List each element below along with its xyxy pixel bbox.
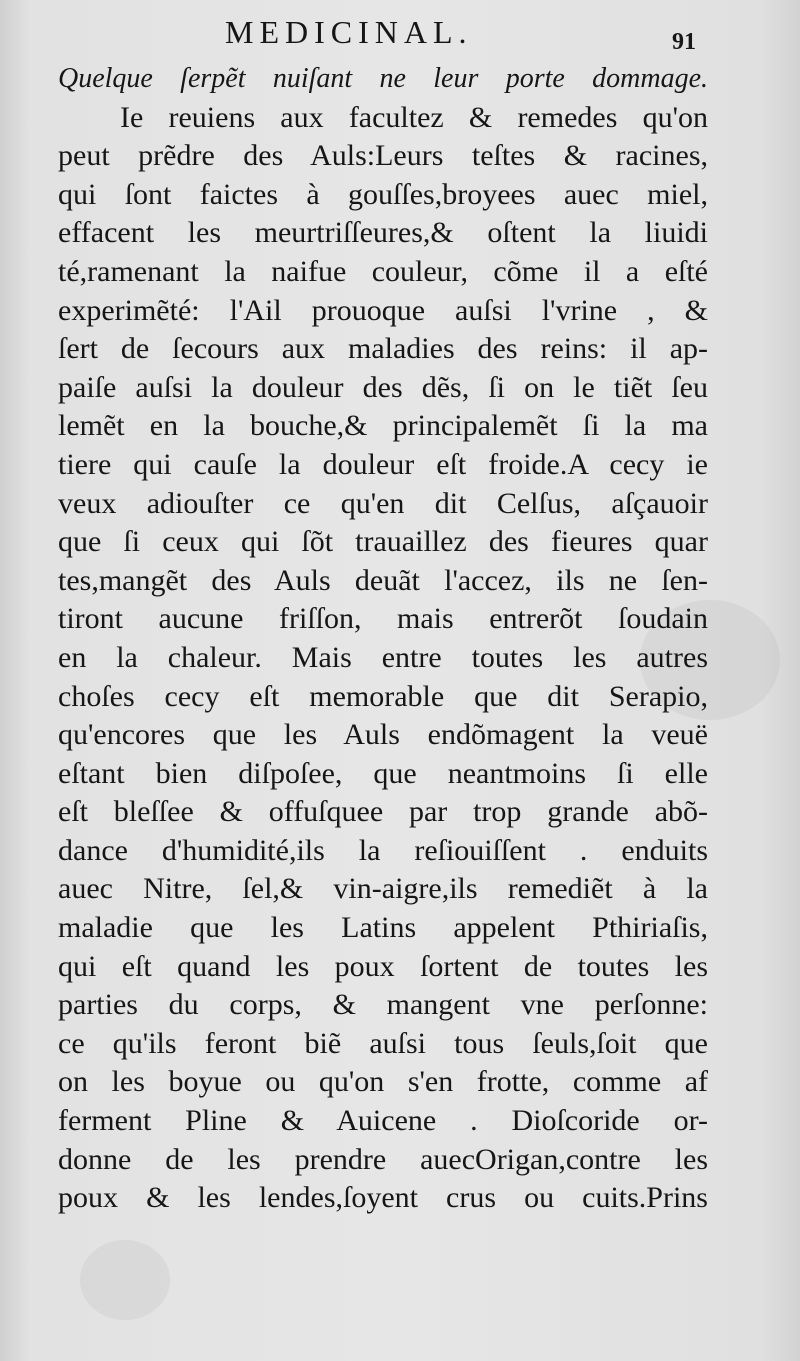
text-line: donne de les prendre auecOrigan,contre les <box>58 1142 708 1176</box>
text-line: parties du corps, & mangent vne perſonne: <box>58 988 708 1022</box>
text-line: eſt bleſſee & offuſquee par trop grande abõ- <box>58 795 708 829</box>
text-line: effacent les meurtriſſeures,& oſtent la liuidi <box>58 216 708 250</box>
text-line: tiront aucune friſſon, mais entrerõt ſoudain <box>58 602 708 636</box>
text-line: ferment Pline & Auicene . Dioſcoride or- <box>58 1104 708 1138</box>
text-line: auec Nitre, ſel,& vin-aigre,ils remediẽt à la <box>58 872 708 906</box>
text-line: peut prẽdre des Auls:Leurs teſtes & racines, <box>58 139 708 173</box>
running-head <box>0 14 800 54</box>
text-line: ce qu'ils feront biẽ auſsi tous ſeuls,ſoit que <box>58 1026 708 1060</box>
text-line: té,ramenant la naifue couleur, cõme il a eſté <box>58 254 708 288</box>
text-line: eſtant bien diſpoſee, que neantmoins ſi elle <box>58 756 708 790</box>
page-number: 91 <box>672 29 696 55</box>
text-line: on les boyue ou qu'on s'en frotte, comme af <box>58 1065 708 1099</box>
text-line: ſert de ſecours aux maladies des reins: il ap- <box>58 332 708 366</box>
text-line: qu'encores que les Auls endõmagent la veuë <box>58 718 708 752</box>
running-head-title: MEDICINAL. <box>225 14 473 50</box>
text-line: paiſe auſsi la douleur des dẽs, ſi on le tiẽt ſeu <box>58 370 708 404</box>
paper-stain <box>80 1240 170 1320</box>
text-line: Ie reuiens aux facultez & remedes qu'on <box>120 100 708 134</box>
text-line: tes,mangẽt des Auls deuãt l'accez, ils ne ſen- <box>58 563 708 597</box>
text-line: dance d'humidité,ils la reſiouiſſent . enduits <box>58 833 708 867</box>
text-line: lemẽt en la bouche,& principalemẽt ſi la ma <box>58 409 708 443</box>
text-line: qui ſont faictes à gouſſes,broyees auec miel, <box>58 177 708 211</box>
text-line: que ſi ceux qui ſõt trauaillez des fieures quar <box>58 525 708 559</box>
text-line: choſes cecy eſt memorable que dit Serapio, <box>58 679 708 713</box>
text-line: veux adiouſter ce qu'en dit Celſus, aſçauoir <box>58 486 708 520</box>
text-line: poux & les lendes,ſoyent crus ou cuits.Prins <box>58 1181 708 1215</box>
text-line: qui eſt quand les poux ſortent de toutes les <box>58 949 708 983</box>
text-line: tiere qui cauſe la douleur eſt froide.A cecy ie <box>58 447 708 481</box>
text-line: en la chaleur. Mais entre toutes les autres <box>58 640 708 674</box>
text-line: experimẽté: l'Ail prouoque auſsi l'vrine , & <box>58 293 708 327</box>
body-text <box>58 60 708 1218</box>
text-line: maladie que les Latins appelent Pthiriaſis, <box>58 911 708 945</box>
text-line: Quelque ſerpẽt nuiſant ne leur porte dommage. <box>58 63 708 94</box>
